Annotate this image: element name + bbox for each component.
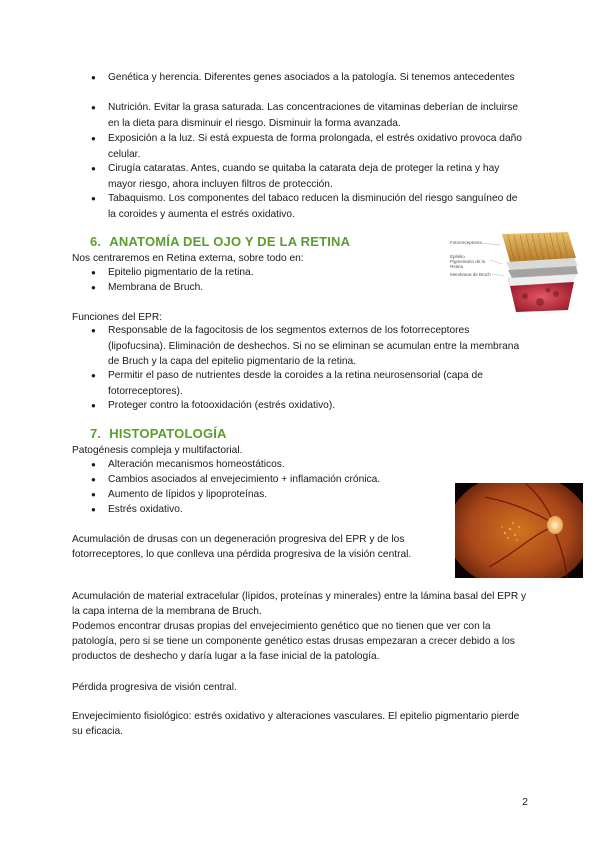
figure-label: Membrana de Bruch <box>450 272 491 277</box>
list-item: ● Tabaquismo. Los componentes del tabaco reducen la disminución del riesgo sanguíneo de la coroides y aumenta el estrés oxidativo. <box>108 191 523 222</box>
page-number: 2 <box>522 796 528 808</box>
list-item: ● Estrés oxidativo. <box>108 502 523 518</box>
list-item: ● Exposición a la luz. Si está expuesta de forma prolongada, el estrés oxidativo provoca daño celular. <box>108 131 523 162</box>
list-item: ● Responsable de la fagocitosis de los segmentos externos de los fotorreceptores (lipofucsina). Eliminación de deshechos. Si no se eliminan se acumulan entre la membrana de Bruch y la capa del epitelio pigmentario de la retina. <box>108 323 523 370</box>
section-heading-anatomy <box>90 234 350 249</box>
list-item: ● Alteración mecanismos homeostáticos. <box>108 457 523 473</box>
list-item: ● Proteger contro la fotooxidación (estrés oxidativo). <box>108 398 523 414</box>
paragraph: Pérdida progresiva de visión central. <box>72 682 237 693</box>
paragraph: Acumulación de material extracelular (lípidos, proteínas y minerales) entre la lámina basal del EPR y la capa interna de la membrana de Bruch. <box>72 591 527 617</box>
retina-layers-illustration <box>450 230 580 315</box>
section-heading-histopathology <box>90 426 227 441</box>
retina-layers-drawing <box>450 230 580 315</box>
figure-label: Epitelio Pigmentario de la Retina <box>450 254 486 269</box>
fundus-photo <box>455 483 583 578</box>
section-intro: Patogénesis compleja y multifactorial. <box>72 445 243 456</box>
list-item: ● Nutrición. Evitar la grasa saturada. Las concentraciones de vitaminas deberían de incluirse en la dieta para disminuir el riesgo. Disminuir la forma avanzada. <box>108 100 523 131</box>
section-intro: Nos centraremos en Retina externa, sobre todo en: <box>72 253 304 264</box>
list-item: ● Epitelio pigmentario de la retina. <box>108 265 523 281</box>
epr-functions-heading: Funciones del EPR: <box>72 312 163 323</box>
paragraph: Podemos encontrar drusas propias del envejecimiento genético que no tienen que ver con la patología, pero si se tiene un componente genético estas drusas empezaran a crecer debido a los productos de deshecho y daría lugar a la fase inicial de la patología. <box>72 621 515 662</box>
section-number: 6. <box>90 234 102 249</box>
list-item: ● Cambios asociados al envejecimiento + inflamación crónica. <box>108 472 523 488</box>
section-title: HISTOPATOLOGÍA <box>109 426 227 441</box>
list-item: ● Cirugía cataratas. Antes, cuando se quitaba la catarata deja de proteger la retina y hay mayor riesgo, ahora incluyen filtros de protección. <box>108 161 523 192</box>
list-item: ● Permitir el paso de nutrientes desde la coroides a la retina neurosensorial (capa de fotorreceptores). <box>108 368 523 399</box>
list-item: ● Genética y herencia. Diferentes genes asociados a la patología. Si tenemos antecedentes <box>108 70 523 86</box>
list-item: ● Membrana de Bruch. <box>108 280 523 296</box>
paragraph: Acumulación de drusas con un degeneración progresiva del EPR y de los fotorreceptores, lo que conlleva una pérdida progresiva de la visión central. <box>72 534 412 560</box>
list-item: ● Aumento de lípidos y lipoproteínas. <box>108 487 523 503</box>
paragraph: Envejecimiento fisiológico: estrés oxidativo y alteraciones vasculares. El epitelio pigmentario pierde su eficacia. <box>72 711 520 737</box>
figure-label: Fotorreceptores <box>450 240 482 245</box>
section-title: ANATOMÍA DEL OJO Y DE LA RETINA <box>109 234 351 249</box>
section-number: 7. <box>90 426 102 441</box>
fundus-drawing <box>455 483 583 578</box>
